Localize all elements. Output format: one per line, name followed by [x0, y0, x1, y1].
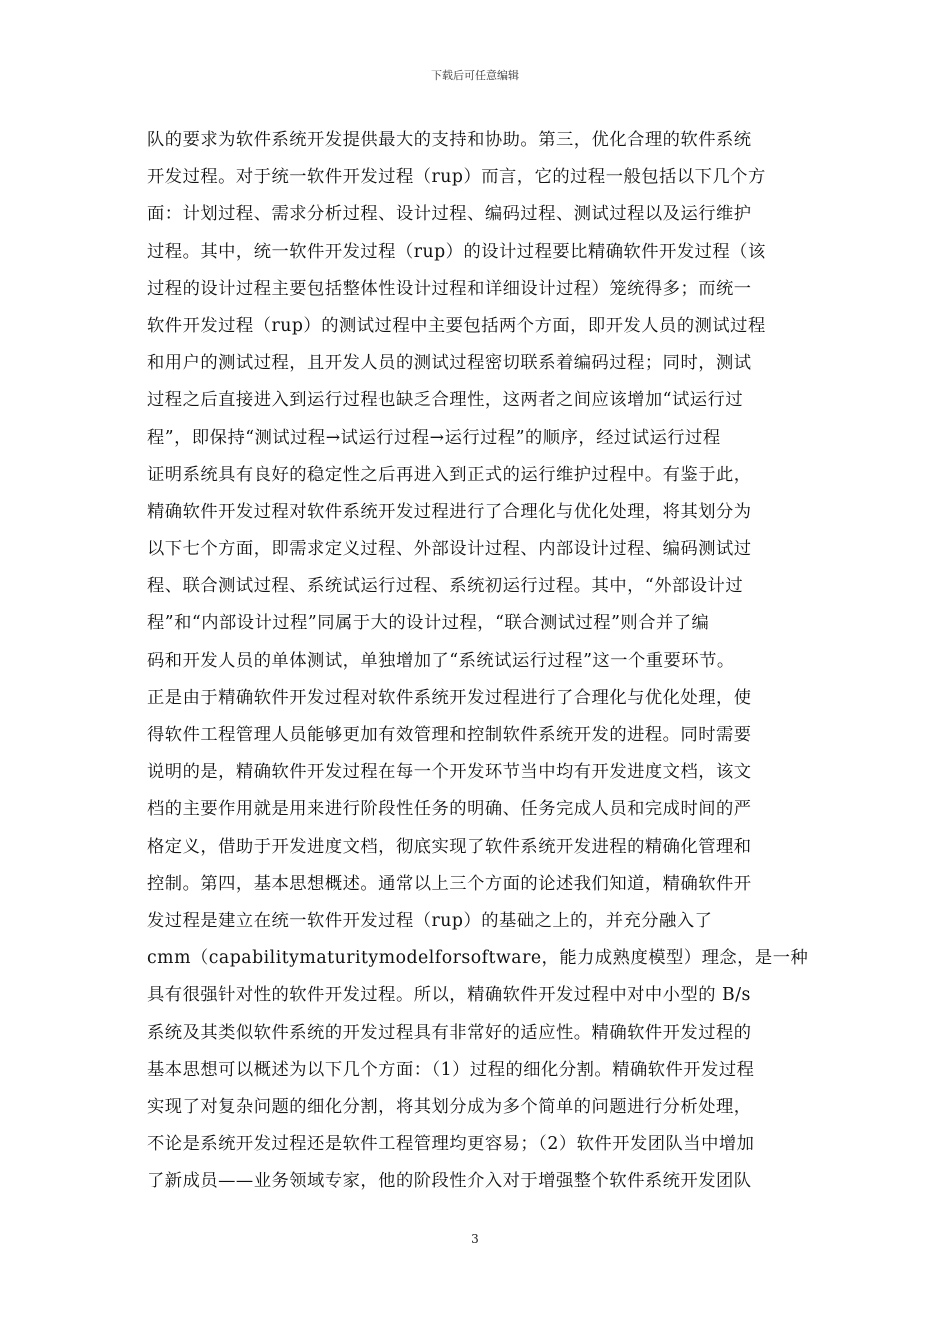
text-line: 控制。第四，基本思想概述。通常以上三个方面的论述我们知道，精确软件开: [147, 873, 752, 894]
text-line: 发过程是建立在统一软件开发过程（rup）的基础之上的，并充分融入了: [147, 910, 713, 931]
text-line: 队的要求为软件系统开发提供最大的支持和协助。第三，优化合理的软件系统: [147, 130, 752, 150]
text-line: 和用户的测试过程，且开发人员的测试过程密切联系着编码过程；同时，测试: [147, 353, 752, 374]
text-line: 过程。其中，统一软件开发过程（rup）的设计过程要比精确软件开发过程（该: [147, 241, 766, 262]
text-line: 码和开发人员的单体测试，单独增加了“系统试运行过程”这一个重要环节。: [147, 650, 735, 671]
text-line: 系统及其类似软件系统的开发过程具有非常好的适应性。精确软件开发过程的: [147, 1022, 752, 1043]
text-line: 证明系统具有良好的稳定性之后再进入到正式的运行维护过程中。有鉴于此，: [147, 464, 752, 485]
text-line: 正是由于精确软件开发过程对软件系统开发过程进行了合理化与优化处理，使: [147, 687, 752, 708]
text-line: 程、联合测试过程、系统试运行过程、系统初运行过程。其中，“外部设计过: [147, 576, 744, 597]
text-line: 程”和“内部设计过程”同属于大的设计过程，“联合测试过程”则合并了编: [147, 613, 710, 634]
text-line: 了新成员——业务领域专家，他的阶段性介入对于增强整个软件系统开发团队: [147, 1171, 752, 1192]
text-line: 说明的是，精确软件开发过程在每一个开发环节当中均有开发进度文档，该文: [147, 762, 752, 783]
text-line: 格定义，借助于开发进度文档，彻底实现了软件系统开发进程的精确化管理和: [147, 836, 752, 857]
text-line: 具有很强针对性的软件开发过程。所以，精确软件开发过程中对中小型的 B/s: [147, 985, 751, 1006]
text-line: 不论是系统开发过程还是软件工程管理均更容易；（2）软件开发团队当中增加: [147, 1134, 755, 1155]
body-paragraph: [147, 122, 807, 1200]
page-number: 3: [471, 1232, 479, 1246]
text-line: 过程之后直接进入到运行过程也缺乏合理性，这两者之间应该增加“试运行过: [147, 390, 744, 411]
text-line: 开发过程。对于统一软件开发过程（rup）而言，它的过程一般包括以下几个方: [147, 167, 766, 188]
text-line: 过程的设计过程主要包括整体性设计过程和详细设计过程）笼统得多；而统一: [147, 278, 752, 299]
text-line: 得软件工程管理人员能够更加有效管理和控制软件系统开发的进程。同时需要: [147, 725, 752, 745]
page-header: 下载后可任意编辑: [431, 69, 519, 82]
text-line: 程”，即保持“测试过程→试运行过程→运行过程”的顺序，经过试运行过程: [147, 427, 721, 448]
text-line: cmm（capabilitymaturitymodelforsoftware，能力成熟度模型）理念，是一种: [147, 948, 809, 969]
text-line: 档的主要作用就是用来进行阶段性任务的明确、任务完成人员和完成时间的严: [147, 799, 752, 820]
text-line: 精确软件开发过程对软件系统开发过程进行了合理化与优化处理，将其划分为: [147, 501, 752, 522]
text-line: 基本思想可以概述为以下几个方面：（1）过程的细化分割。精确软件开发过程: [147, 1059, 755, 1080]
text-line: 软件开发过程（rup）的测试过程中主要包括两个方面，即开发人员的测试过程: [147, 315, 766, 336]
text-line: 实现了对复杂问题的细化分割，将其划分成为多个简单的问题进行分析处理，: [147, 1096, 752, 1117]
text-line: 以下七个方面，即需求定义过程、外部设计过程、内部设计过程、编码测试过: [147, 539, 752, 560]
text-line: 面：计划过程、需求分析过程、设计过程、编码过程、测试过程以及运行维护: [147, 204, 752, 225]
